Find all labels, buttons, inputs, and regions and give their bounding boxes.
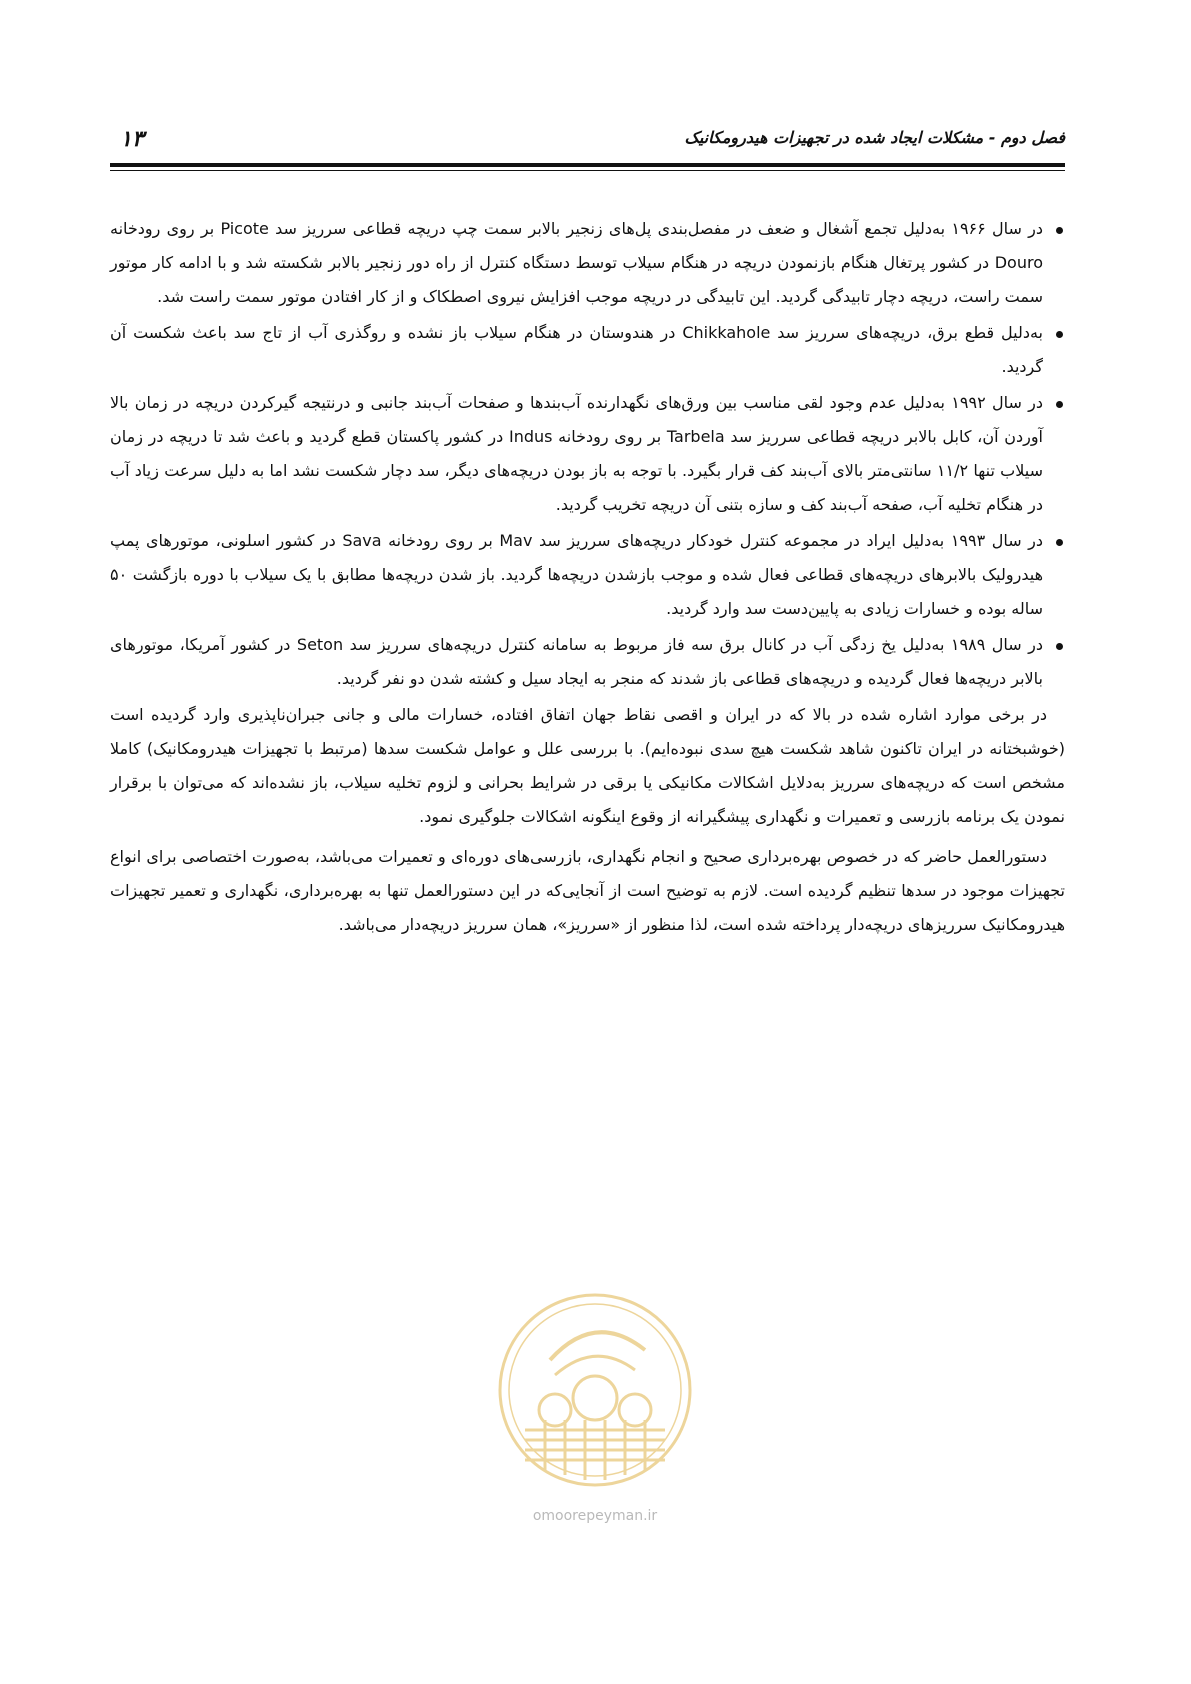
- page-number: ۱۳: [120, 126, 144, 152]
- running-title: فصل دوم - مشکلات ایجاد شده در تجهیزات هیدرومکانیک: [684, 128, 1065, 147]
- list-item: [110, 386, 1065, 522]
- bullet-dot-icon: [1056, 539, 1063, 546]
- list-item-text: در سال ۱۹۸۹ به‌دلیل یخ زدگی آب در کانال برق سه فاز مربوط به سامانه کنترل دریچه‌های سرریز سد Seton در کشور آمریکا، موتورهای بالابر دریچه‌ها فعال گردیده و دریچه‌های قطاعی باز شدند که منجر به ایجاد سیل و کشته شدن دو نفر گردید.: [110, 635, 1043, 688]
- list-item-text: در سال ۱۹۶۶ به‌دلیل تجمع آشغال و ضعف در مفصل‌بندی پل‌های زنجیر بالابر سمت چپ دریچه قطاعی سرریز سد Picote بر روی رودخانه Douro در کشور پرتغال هنگام بازنمودن دریچه در هنگام سیلاب توسط دستگاه کنترل از راه دور زنجیر بالابر شکسته شد و با ادامه کار موتور سمت راست، دریچه دچار تابیدگی گردید. این تابیدگی در دریچه موجب افزایش نیروی اصطکاک و از کار افتادن موتور سمت راست شد.: [110, 219, 1044, 306]
- list-item-text: به‌دلیل قطع برق، دریچه‌های سرریز سد Chikkahole در هندوستان در هنگام سیلاب باز نشده و روگذری آب از تاج سد باعث شکست آن گردید.: [110, 323, 1044, 376]
- list-item: [110, 628, 1065, 696]
- list-item: [110, 316, 1065, 384]
- list-item: [110, 524, 1065, 626]
- body-paragraph: دستورالعمل حاضر که در خصوص بهره‌برداری صحیح و انجام نگهداری، بازرسی‌های دوره‌ای و تعمیرات می‌باشد، به‌صورت اختصاصی برای انواع تجهیزات موجود در سدها تنظیم گردیده است. لازم به توضیح است از آنجایی‌که در این دستورالعمل تنها به بهره‌برداری، نگهداری و تعمیر تجهیزات هیدرومکانیک سرریزهای دریچه‌دار پرداخته شده است، لذا منظور از «سرریز»، همان سرریز دریچه‌دار می‌باشد.: [110, 847, 1065, 934]
- page-body: [110, 212, 1065, 948]
- bullet-list: [110, 212, 1065, 696]
- header-rule-thick: [110, 163, 1065, 167]
- header-rule-thin: [110, 170, 1065, 171]
- list-item-text: در سال ۱۹۹۳ به‌دلیل ایراد در مجموعه کنترل خودکار دریچه‌های سرریز سد Mav بر روی رودخانه Sava در کشور اسلونی، موتورهای پمپ هیدرولیک بالابرهای دریچه‌های قطاعی فعال شده و موجب بازشدن دریچه‌ها گردید. باز شدن دریچه‌ها مطابق با یک سیلاب با دوره بازگشت ۵۰ ساله بوده و خسارات زیادی به پایین‌دست سد وارد گردید.: [110, 531, 1044, 618]
- page-header: [110, 118, 1065, 158]
- bullet-dot-icon: [1056, 643, 1063, 650]
- bullet-dot-icon: [1056, 331, 1063, 338]
- list-item-text: در سال ۱۹۹۲ به‌دلیل عدم وجود لقی مناسب بین ورق‌های نگهدارنده آب‌بندها و صفحات آب‌بند جانبی و درنتیجه گیرکردن دریچه در زمان بالا آوردن آن، کابل بالابر دریچه قطاعی سرریز سد Tarbela بر روی رودخانه Indus در کشور پاکستان قطع گردید و باعث شد تا دریچه در زمان سیلاب تنها ۱۱/۲ سانتی‌متر بالای آب‌بند کف قرار بگیرد. با توجه به باز بودن دریچه‌های دیگر، سد دچار شکست نشد اما به دلیل سرعت زیاد آب در هنگام تخلیه آب، صفحه آب‌بند کف و سازه بتنی آن دریچه تخریب گردید.: [110, 393, 1044, 514]
- body-paragraph: در برخی موارد اشاره شده در بالا که در ایران و اقصی نقاط جهان اتفاق افتاده، خسارات مالی و جانی جبران‌ناپذیری وارد گردیده است (خوشبختانه در ایران تاکنون شاهد شکست هیچ سدی نبوده‌ایم). با بررسی علل و عوامل شکست سدها (مرتبط با تجهیزات هیدرومکانیک) کاملا مشخص است که دریچه‌های سرریز به‌دلایل اشکالات مکانیکی یا برقی در شرایط بحرانی و لزوم تخلیه سیلاب، باز نشده‌اند که می‌توان با برقرار نمودن یک برنامه بازرسی و تعمیرات و نگهداری پیشگیرانه از وقوع اینگونه اشکالات جلوگیری نمود.: [110, 705, 1065, 826]
- bullet-dot-icon: [1056, 227, 1063, 234]
- watermark-url: omoorepeyman.ir: [532, 1508, 658, 1524]
- list-item: [110, 212, 1065, 314]
- watermark-logo-icon: [495, 1290, 695, 1490]
- bullet-dot-icon: [1056, 401, 1063, 408]
